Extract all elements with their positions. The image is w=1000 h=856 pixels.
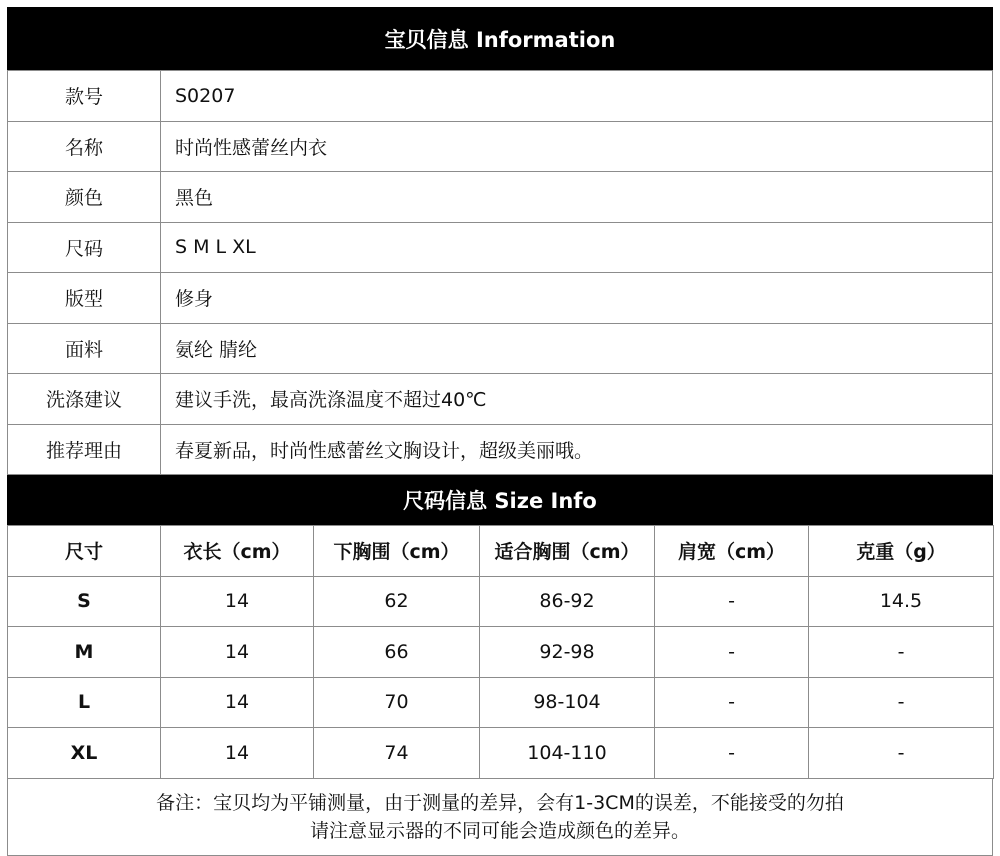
size-cell: 66	[314, 627, 480, 678]
size-cell: 62	[314, 576, 480, 627]
info-row	[8, 222, 993, 273]
info-row	[8, 424, 993, 475]
column-header: 下胸围（cm）	[314, 526, 480, 577]
info-label: 颜色	[8, 172, 161, 223]
info-header: 宝贝信息 Information	[7, 7, 993, 70]
size-cell: 86-92	[480, 576, 655, 627]
info-value: S0207	[161, 71, 993, 122]
size-row	[8, 576, 994, 627]
remarks-line: 请注意显示器的不同可能会造成颜色的差异。	[309, 819, 690, 842]
size-cell: M	[8, 627, 161, 678]
column-header: 肩宽（cm）	[655, 526, 809, 577]
product-info-sheet	[7, 7, 993, 856]
info-label: 推荐理由	[8, 424, 161, 475]
size-cell: 70	[314, 677, 480, 728]
size-cell: 14	[161, 627, 314, 678]
size-cell: -	[809, 677, 994, 728]
info-value: 春夏新品，时尚性感蕾丝文胸设计，超级美丽哦。	[161, 424, 993, 475]
info-label: 款号	[8, 71, 161, 122]
size-row	[8, 728, 994, 779]
info-label: 面料	[8, 323, 161, 374]
info-value: 建议手洗，最高洗涤温度不超过40℃	[161, 374, 993, 425]
size-cell: 14	[161, 677, 314, 728]
size-cell: -	[809, 728, 994, 779]
info-row	[8, 172, 993, 223]
info-label: 名称	[8, 121, 161, 172]
column-header: 适合胸围（cm）	[480, 526, 655, 577]
size-cell: 92-98	[480, 627, 655, 678]
size-cell: -	[655, 627, 809, 678]
size-cell: -	[655, 728, 809, 779]
info-row	[8, 273, 993, 324]
size-cell: 14.5	[809, 576, 994, 627]
size-cell: -	[809, 627, 994, 678]
info-table	[7, 70, 993, 475]
size-cell: 104-110	[480, 728, 655, 779]
info-label: 版型	[8, 273, 161, 324]
size-cell: S	[8, 576, 161, 627]
column-header: 衣长（cm）	[161, 526, 314, 577]
info-value: S M L XL	[161, 222, 993, 273]
size-table	[7, 525, 994, 779]
info-value: 氨纶 腈纶	[161, 323, 993, 374]
size-cell: -	[655, 576, 809, 627]
size-header: 尺码信息 Size Info	[7, 475, 993, 525]
info-value: 黑色	[161, 172, 993, 223]
size-cell: XL	[8, 728, 161, 779]
column-header: 尺寸	[8, 526, 161, 577]
size-cell: 14	[161, 728, 314, 779]
size-cell: 14	[161, 576, 314, 627]
column-header: 克重（g）	[809, 526, 994, 577]
remarks-line: 备注：宝贝均为平铺测量，由于测量的差异，会有1-3CM的误差，不能接受的勿拍	[156, 791, 844, 814]
info-value: 修身	[161, 273, 993, 324]
size-row	[8, 627, 994, 678]
size-cell: 74	[314, 728, 480, 779]
size-header-row	[8, 526, 994, 577]
info-label: 洗涤建议	[8, 374, 161, 425]
size-cell: 98-104	[480, 677, 655, 728]
size-cell: L	[8, 677, 161, 728]
remarks-note	[7, 779, 993, 856]
info-label: 尺码	[8, 222, 161, 273]
info-row	[8, 374, 993, 425]
info-row	[8, 71, 993, 122]
info-row	[8, 323, 993, 374]
info-value: 时尚性感蕾丝内衣	[161, 121, 993, 172]
size-row	[8, 677, 994, 728]
info-row	[8, 121, 993, 172]
size-cell: -	[655, 677, 809, 728]
